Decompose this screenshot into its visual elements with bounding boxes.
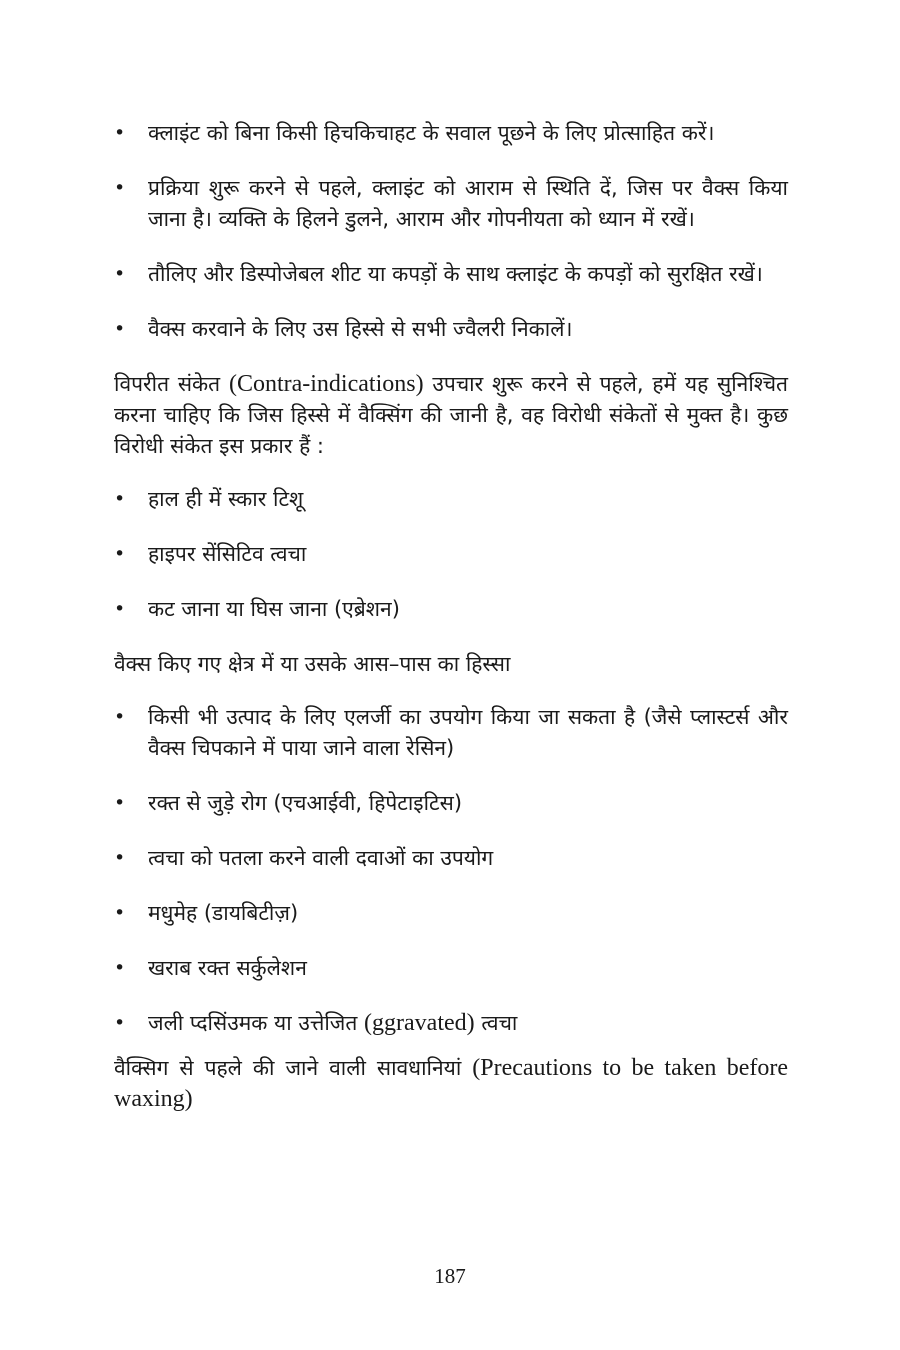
bullet-icon: • — [114, 543, 126, 565]
list-item — [114, 594, 788, 625]
list-item — [114, 259, 788, 290]
contraindications-paragraph: विपरीत संकेत (Contra-indications) उपचार शुरू करने से पहले, हमें यह सुनिश्चित करना चाहिए कि जिस हिस्से में वैक्सिंग की जानी है, वह विरोधी संकेतों से मुक्त है। कुछ विरोधी संकेत इस प्रकार हैं : — [114, 371, 788, 458]
bullet-list-conditions — [114, 702, 788, 1039]
bullet-icon: • — [114, 847, 126, 869]
list-item — [114, 314, 788, 345]
list-item-text: जली प्दसिंउमक या उत्तेजित (ggravated) त्वचा — [148, 1010, 518, 1036]
bullet-icon: • — [114, 1012, 126, 1034]
list-item-text: खराब रक्त सर्कुलेशन — [148, 956, 307, 980]
bullet-list-client-prep — [114, 118, 788, 345]
list-item-text: किसी भी उत्पाद के लिए एलर्जी का उपयोग किया जा सकता है (जैसे प्लास्टर्स और वैक्स चिपकाने में पाया जाने वाला रेसिन) — [148, 705, 788, 760]
list-item-text: कट जाना या घिस जाना (एब्रेशन) — [148, 597, 400, 621]
bullet-icon: • — [114, 792, 126, 814]
list-item-text: हाल ही में स्कार टिशू — [148, 487, 304, 511]
bullet-icon: • — [114, 902, 126, 924]
list-item-text: वैक्स करवाने के लिए उस हिस्से से सभी ज्वैलरी निकालें। — [148, 317, 573, 341]
list-item — [114, 539, 788, 570]
bullet-icon: • — [114, 488, 126, 510]
bullet-list-contraindications — [114, 484, 788, 625]
list-item — [114, 843, 788, 874]
list-item-text: क्लाइंट को बिना किसी हिचकिचाहट के सवाल पूछने के लिए प्रोत्साहित करें। — [148, 121, 715, 145]
page-number: 187 — [434, 1264, 466, 1288]
list-item — [114, 484, 788, 515]
list-item — [114, 953, 788, 984]
bullet-icon: • — [114, 318, 126, 340]
precautions-heading: वैक्सिग से पहले की जाने वाली सावधानियां (Precautions to be taken before waxing) — [114, 1055, 788, 1112]
bullet-icon: • — [114, 957, 126, 979]
list-item-text: त्वचा को पतला करने वाली दवाओं का उपयोग — [148, 846, 494, 870]
bullet-icon: • — [114, 706, 126, 728]
list-item — [114, 702, 788, 764]
list-item-text: रक्त से जुड़े रोग (एचआईवी, हिपेटाइटिस) — [148, 791, 463, 815]
list-item-text: प्रक्रिया शुरू करने से पहले, क्लाइंट को आराम से स्थिति दें, जिस पर वैक्स किया जाना है। व्यक्ति के हिलने डुलने, आराम और गोपनीयता को ध्यान में रखें। — [148, 176, 788, 231]
bullet-icon: • — [114, 598, 126, 620]
list-item — [114, 898, 788, 929]
page-content — [114, 118, 788, 1137]
bullet-icon: • — [114, 177, 126, 199]
list-item — [114, 788, 788, 819]
list-item-text: तौलिए और डिस्पोजेबल शीट या कपड़ों के साथ क्लाइंट के कपड़ों को सुरक्षित रखें। — [148, 262, 763, 286]
bullet-icon: • — [114, 122, 126, 144]
bullet-icon: • — [114, 263, 126, 285]
list-item — [114, 1008, 788, 1039]
list-item — [114, 118, 788, 149]
list-item-text: हाइपर सेंसिटिव त्वचा — [148, 542, 307, 566]
waxed-area-paragraph: वैक्स किए गए क्षेत्र में या उसके आस–पास का हिस्सा — [114, 652, 511, 676]
list-item — [114, 173, 788, 235]
list-item-text: मधुमेह (डायबिटीज़) — [148, 901, 299, 925]
